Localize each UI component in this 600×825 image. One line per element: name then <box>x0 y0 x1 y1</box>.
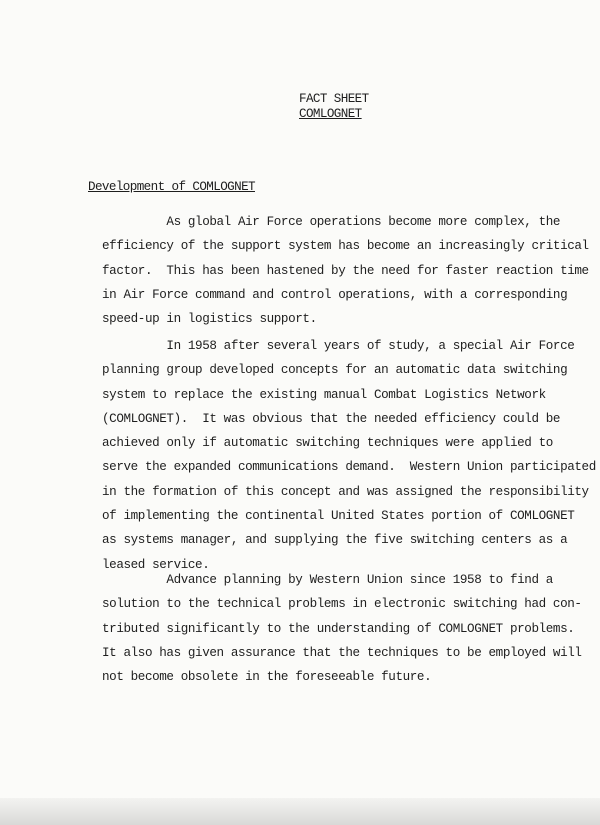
paragraph-line: in the formation of this concept and was assigned the responsibility <box>102 484 589 499</box>
page-bottom-edge <box>0 798 600 825</box>
paragraph-2 <box>102 334 598 577</box>
paragraph-line: efficiency of the support system has become an increasingly critical <box>102 239 589 254</box>
paragraph-line: tributed significantly to the understanding of COMLOGNET problems. <box>102 621 575 636</box>
paragraph-line: leased service. <box>102 557 210 572</box>
header-title: FACT SHEET <box>299 92 369 106</box>
paragraph-1 <box>102 210 598 331</box>
paragraph-line: solution to the technical problems in electronic switching had con- <box>102 597 582 612</box>
paragraph-3 <box>102 568 598 689</box>
paragraph-line: (COMLOGNET). It was obvious that the needed efficiency could be <box>102 411 561 426</box>
paragraph-line: As global Air Force operations become more complex, the <box>102 215 561 229</box>
paragraph-line: serve the expanded communications demand. Western Union participated <box>102 460 596 475</box>
section-heading: Development of COMLOGNET <box>88 180 255 194</box>
paragraph-line: In 1958 after several years of study, a special Air Force <box>102 339 575 353</box>
paragraph-line: system to replace the existing manual Combat Logistics Network <box>102 387 546 402</box>
paragraph-line: of implementing the continental United States portion of COMLOGNET <box>102 509 575 524</box>
paragraph-line: factor. This has been hastened by the need for faster reaction time <box>102 263 589 278</box>
paragraph-line: Advance planning by Western Union since 1958 to find a <box>102 573 553 587</box>
paragraph-line: in Air Force command and control operations, with a corresponding <box>102 287 568 302</box>
header-subtitle: COMLOGNET <box>299 107 362 121</box>
paragraph-line: speed-up in logistics support. <box>102 312 317 327</box>
paragraph-line: planning group developed concepts for an automatic data switching <box>102 363 568 378</box>
paragraph-line: not become obsolete in the foreseeable future. <box>102 670 432 685</box>
paragraph-line: achieved only if automatic switching techniques were applied to <box>102 436 553 451</box>
fact-sheet-header <box>299 92 369 122</box>
paragraph-line: It also has given assurance that the techniques to be employed will <box>102 645 582 660</box>
paragraph-line: as systems manager, and supplying the five switching centers as a <box>102 533 568 548</box>
